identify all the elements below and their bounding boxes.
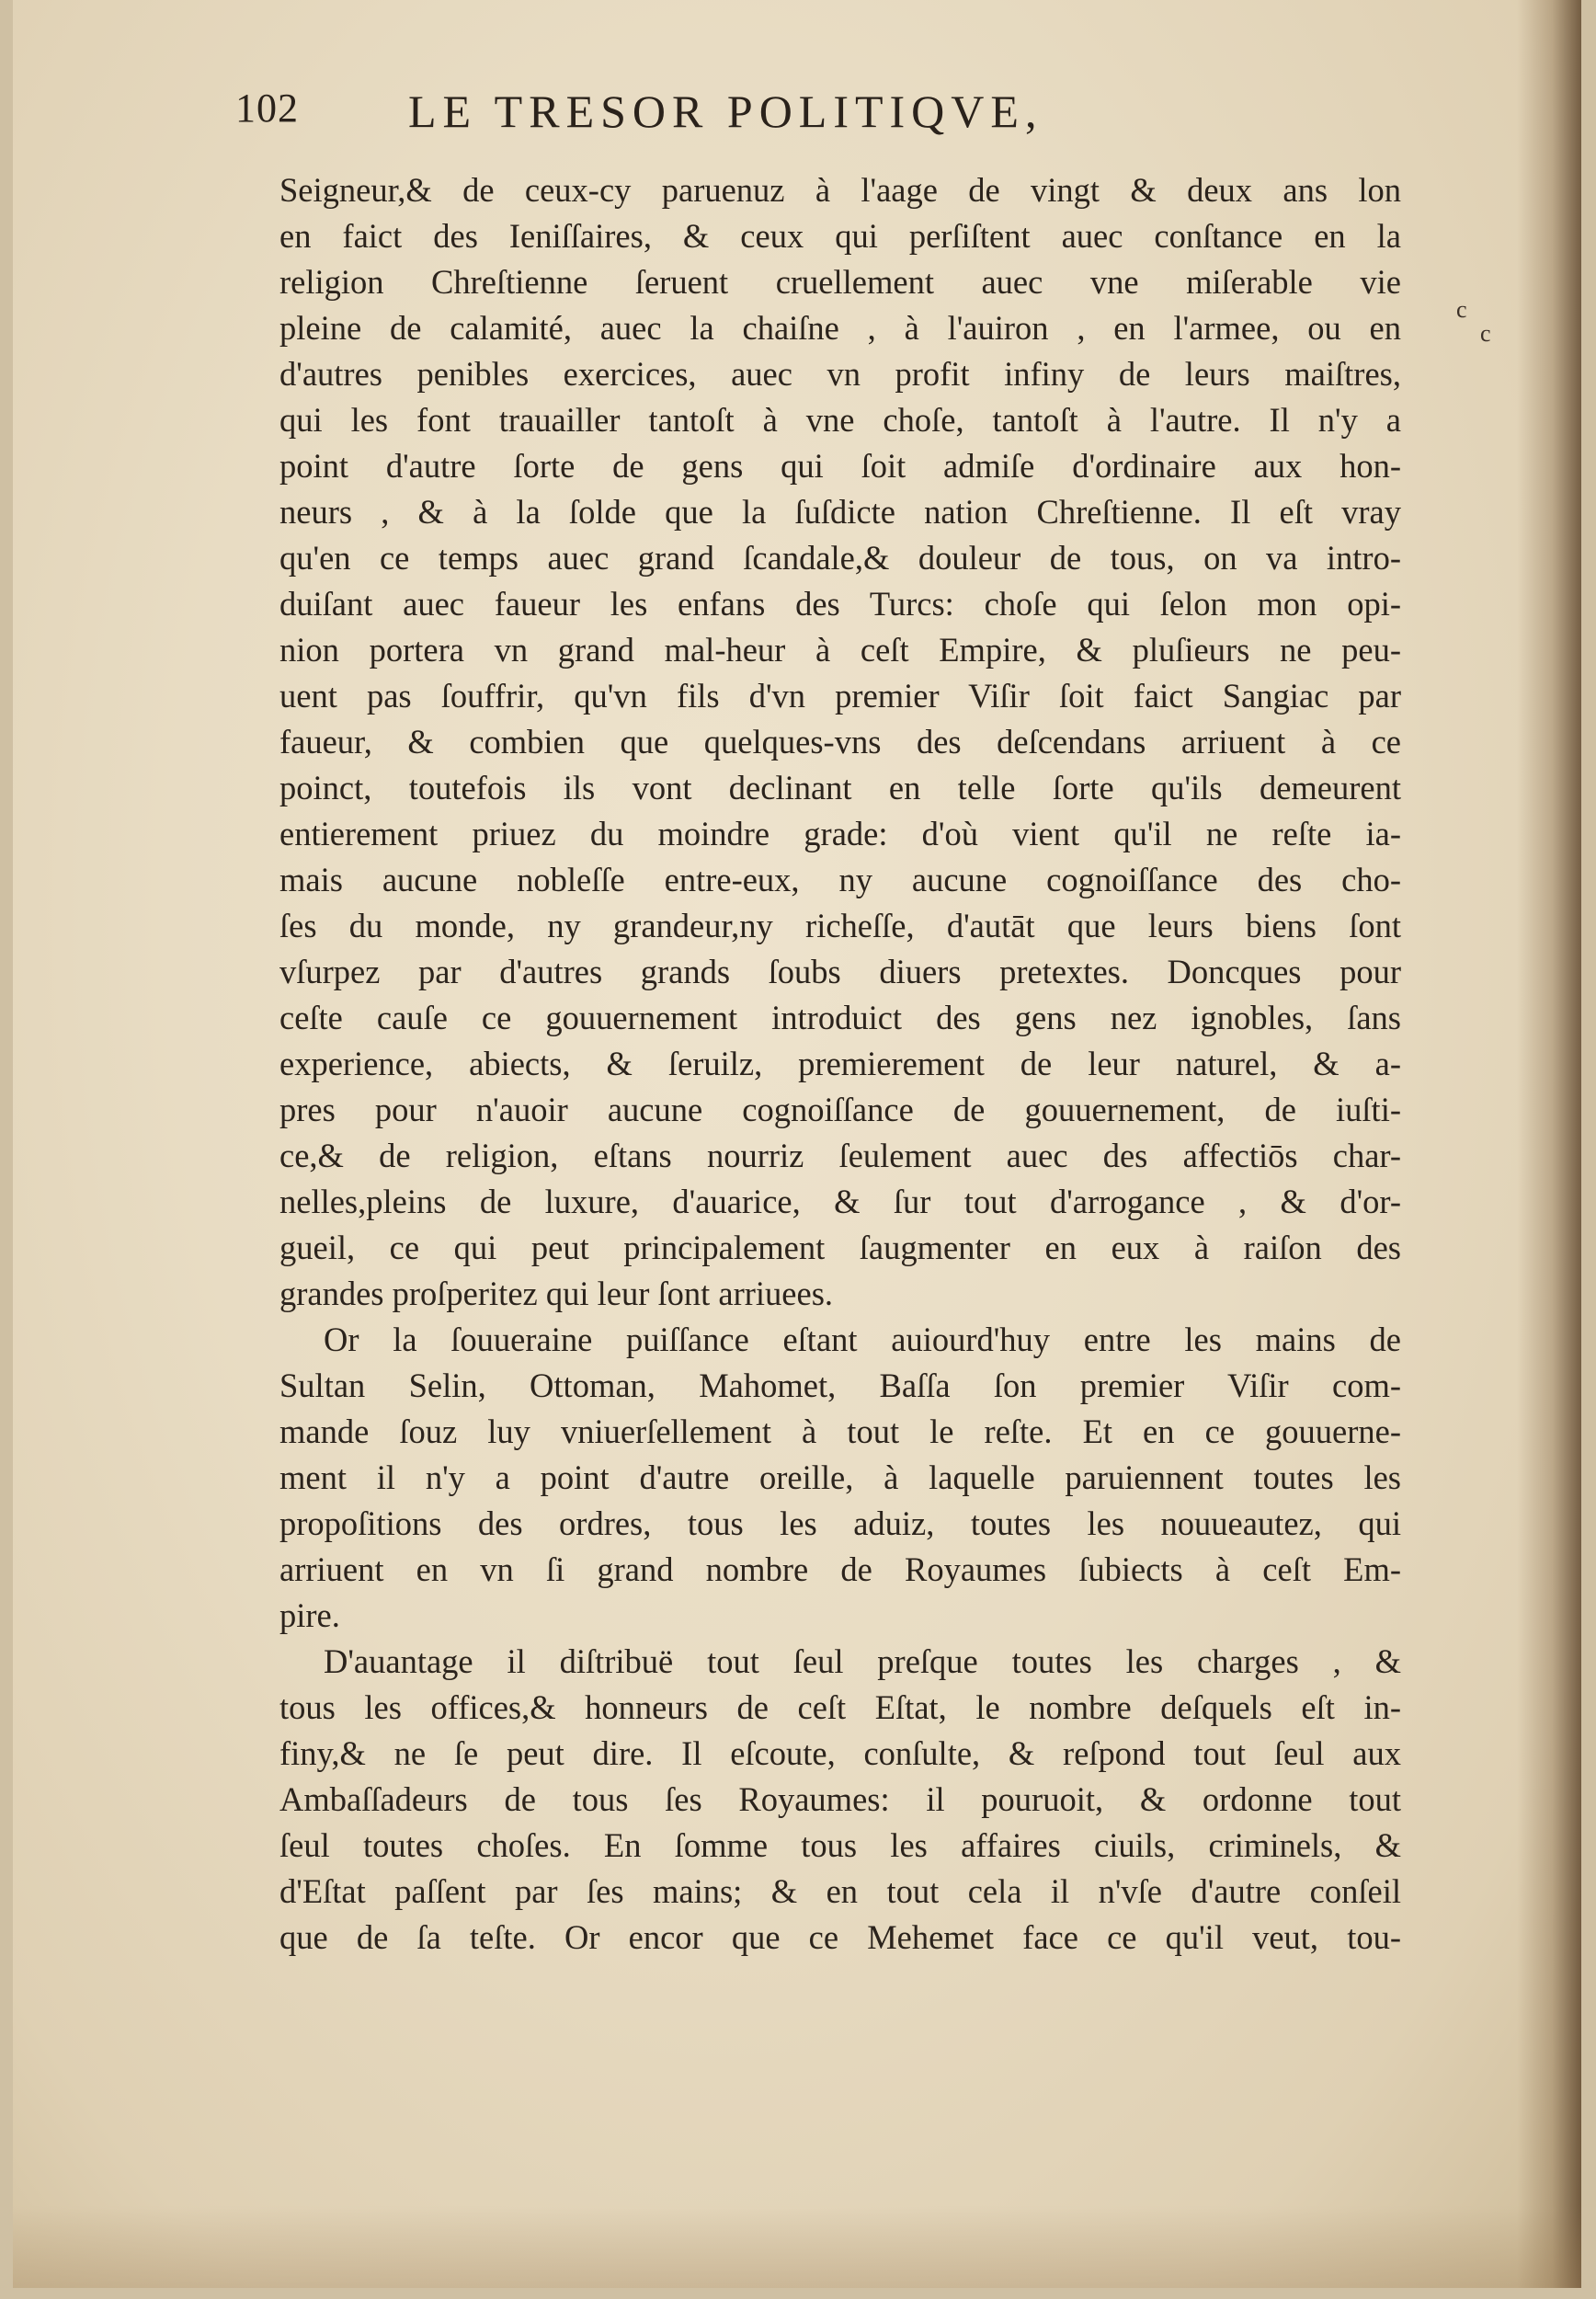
running-title: LE TRESOR POLITIQVE, xyxy=(408,86,1043,137)
text-line: pres pour n'auoir aucune cognoiſſance de gouuernement, de iuſti- xyxy=(279,1091,1401,1128)
text-line: ſeul toutes choſes. En ſomme tous les affaires ciuils, criminels, & xyxy=(279,1826,1401,1864)
text-line: entierement priuez du moindre grade: d'où vient qu'il ne reſte ia- xyxy=(279,815,1401,852)
body-text xyxy=(279,167,1401,1961)
text-line: propoſitions des ordres, tous les aduiz, toutes les nouueautez, qui xyxy=(279,1504,1401,1542)
margin-mark: c xyxy=(1456,296,1467,323)
text-line: Ambaſſadeurs de tous ſes Royaumes: il pouruoit, & ordonne tout xyxy=(279,1780,1401,1818)
text-line: point d'autre ſorte de gens qui ſoit admiſe d'ordinaire aux hon- xyxy=(279,447,1401,485)
text-line: faueur, & combien que quelques-vns des deſcendans arriuent à ce xyxy=(279,723,1401,761)
text-line: Seigneur,& de ceux-cy paruenuz à l'aage de vingt & deux ans lon xyxy=(279,171,1401,209)
text-line: arriuent en vn ſi grand nombre de Royaumes ſubiects à ceſt Em- xyxy=(279,1550,1401,1588)
text-line: tous les offices,& honneurs de ceſt Eſtat, le nombre deſquels eſt in- xyxy=(279,1688,1401,1726)
text-line: Or la ſouueraine puiſſance eſtant auiourd'huy entre les mains de xyxy=(324,1321,1401,1358)
text-line: religion Chreſtienne ſeruent cruellement auec vne miſerable vie xyxy=(279,263,1401,301)
text-line: poinct, toutefois ils vont declinant en telle ſorte qu'ils demeurent xyxy=(279,769,1401,806)
text-line: nion portera vn grand mal-heur à ceſt Empire, & pluſieurs ne peu- xyxy=(279,631,1401,669)
text-line: finy,& ne ſe peut dire. Il eſcoute, conſulte, & reſpond tout ſeul aux xyxy=(279,1734,1401,1772)
text-line: pleine de calamité, auec la chaiſne , à l'auiron , en l'armee, ou en xyxy=(279,309,1401,347)
page-number: 102 xyxy=(235,86,299,131)
text-line: mais aucune nobleſſe entre-eux, ny aucune cognoiſſance des cho- xyxy=(279,861,1401,898)
text-line: nelles,pleins de luxure, d'auarice, & ſur tout d'arrogance , & d'or- xyxy=(279,1183,1401,1220)
book-page xyxy=(13,0,1581,2288)
text-line: vſurpez par d'autres grands ſoubs diuers pretextes. Doncques pour xyxy=(279,953,1401,990)
page-gutter-shadow xyxy=(1517,0,1581,2288)
text-line: D'auantage il diſtribuë tout ſeul preſque toutes les charges , & xyxy=(324,1642,1401,1680)
text-line: neurs , & à la ſolde que la ſuſdicte nation Chreſtienne. Il eſt vray xyxy=(279,493,1401,531)
page-header xyxy=(235,85,1247,149)
margin-mark: c xyxy=(1480,320,1491,347)
text-line: d'Eſtat paſſent par ſes mains; & en tout cela il n'vſe d'autre conſeil xyxy=(279,1872,1401,1910)
text-line: pire. xyxy=(279,1596,340,1634)
text-line: en faict des Ieniſſaires, & ceux qui perſiſtent auec conſtance en la xyxy=(279,217,1401,255)
text-line: uent pas ſouffrir, qu'vn fils d'vn premier Viſir ſoit faict Sangiac par xyxy=(279,677,1401,715)
text-line: qu'en ce temps auec grand ſcandale,& douleur de tous, on va intro- xyxy=(279,539,1401,577)
text-line: experience, abiects, & ſeruilz, premierement de leur naturel, & a- xyxy=(279,1045,1401,1082)
text-line: Sultan Selin, Ottoman, Mahomet, Baſſa ſon premier Viſir com- xyxy=(279,1367,1401,1404)
text-line: ceſte cauſe ce gouuernement introduict des gens nez ignobles, ſans xyxy=(279,999,1401,1036)
text-line: ce,& de religion, eſtans nourriz ſeulement auec des affectiōs char- xyxy=(279,1137,1401,1174)
text-line: mande ſouz luy vniuerſellement à tout le reſte. Et en ce gouuerne- xyxy=(279,1413,1401,1450)
text-line: gueil, ce qui peut principalement ſaugmenter en eux à raiſon des xyxy=(279,1229,1401,1266)
text-line: ment il n'y a point d'autre oreille, à laquelle paruiennent toutes les xyxy=(279,1458,1401,1496)
text-line: d'autres penibles exercices, auec vn profit infiny de leurs maiſtres, xyxy=(279,355,1401,393)
text-line: qui les font trauailler tantoſt à vne choſe, tantoſt à l'autre. Il n'y a xyxy=(279,401,1401,439)
text-line: que de ſa teſte. Or encor que ce Mehemet face ce qu'il veut, tou- xyxy=(279,1918,1401,1956)
text-line: ſes du monde, ny grandeur,ny richeſſe, d'autāt que leurs biens ſont xyxy=(279,907,1401,944)
text-line: duiſant auec faueur les enfans des Turcs: choſe qui ſelon mon opi- xyxy=(279,585,1401,623)
page-bottom-shade xyxy=(13,2205,1581,2288)
text-line: grandes proſperitez qui leur ſont arriuees. xyxy=(279,1275,834,1312)
